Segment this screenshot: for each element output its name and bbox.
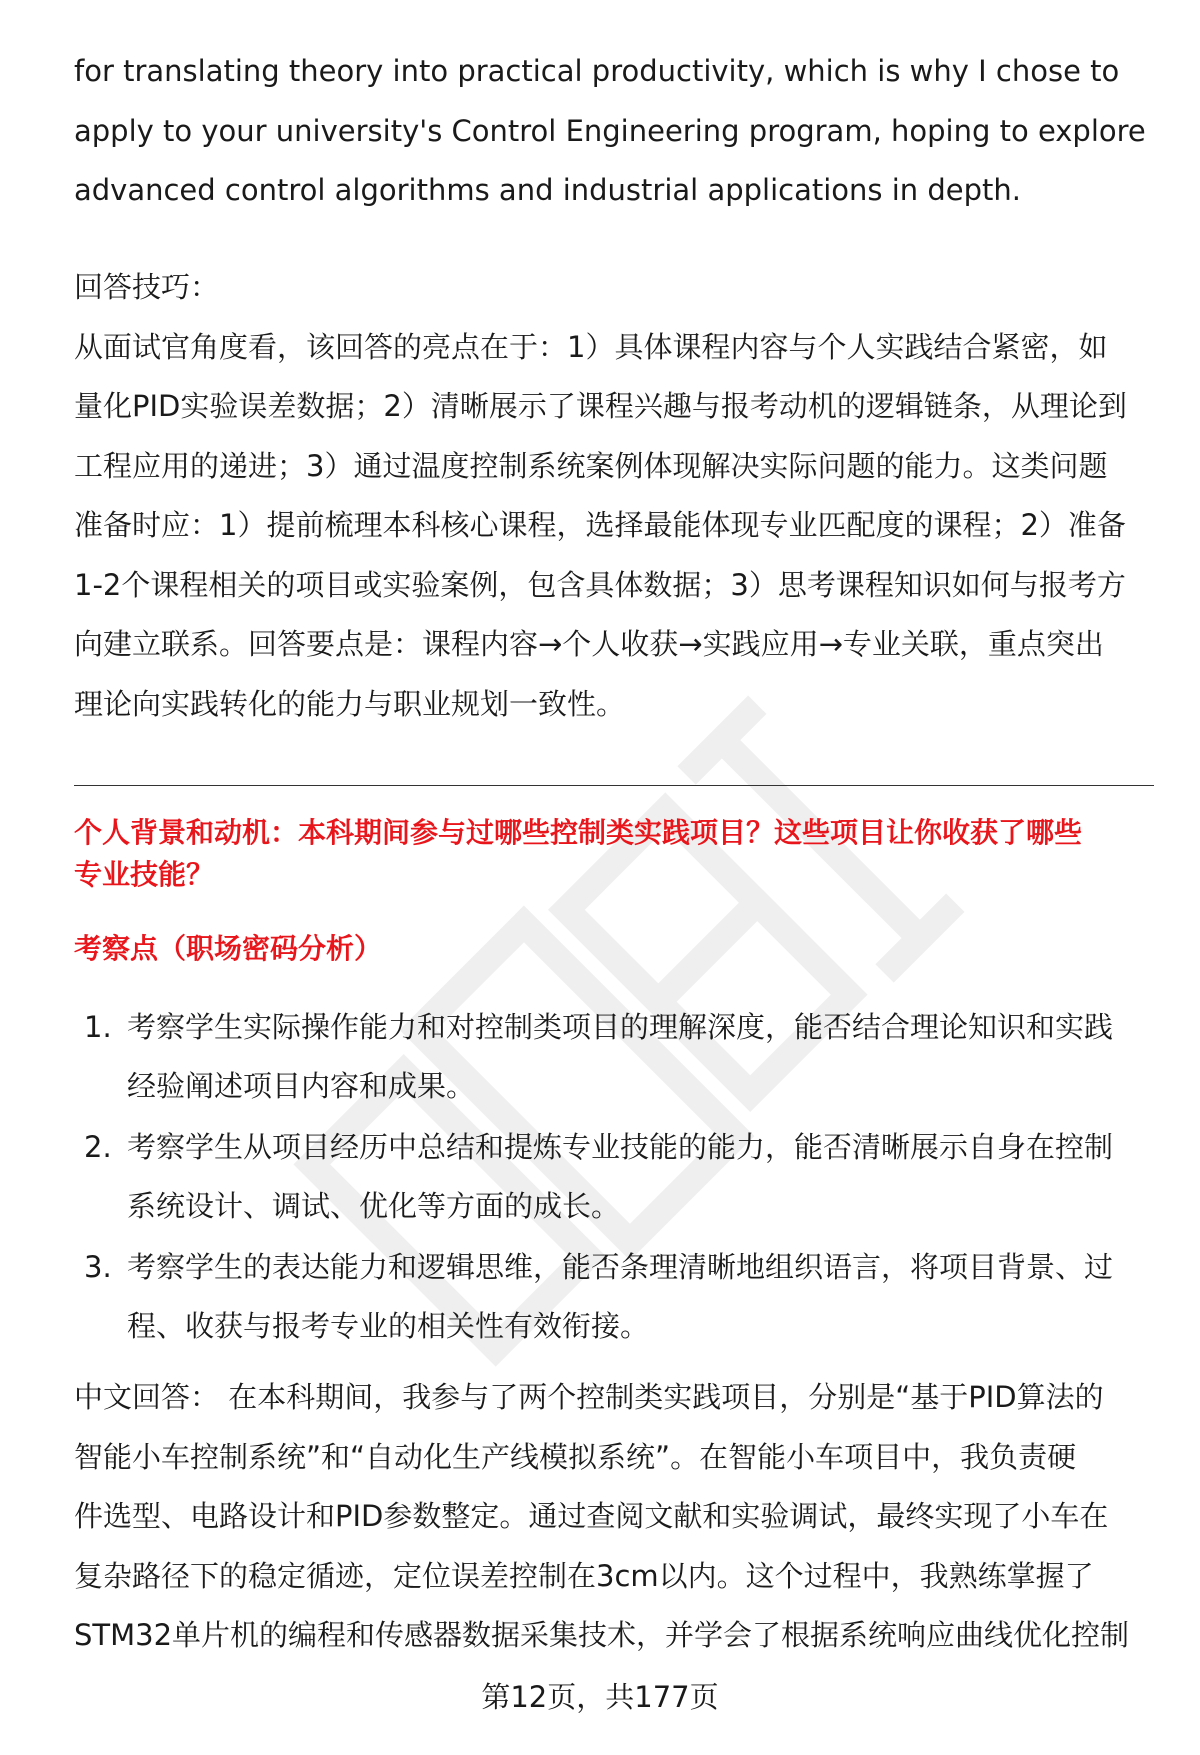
- answer-line: 复杂路径下的稳定循迹，定位误差控制在3cm以内。这个过程中，我熟练掌握了: [74, 1558, 1094, 1593]
- list-item: [74, 998, 1154, 1116]
- tips-line: 准备时应：1）提前梳理本科核心课程，选择最能体现专业匹配度的课程；2）准备: [74, 508, 1126, 542]
- question-title: [74, 812, 1154, 896]
- list-item-line: 考察学生从项目经历中总结和提炼专业技能的能力，能否清晰展示自身在控制: [127, 1130, 1114, 1164]
- list-number: 1.: [84, 1010, 112, 1044]
- list-item: [74, 1118, 1154, 1236]
- tips-line: 1-2个课程相关的项目或实验案例，包含具体数据；3）思考课程知识如何与报考方: [74, 567, 1126, 602]
- intro-line: apply to your university's Control Engineering program, hoping to explore: [74, 113, 1146, 148]
- tips-line: 工程应用的递进；3）通过温度控制系统案例体现解决实际问题的能力。这类问题: [74, 448, 1108, 483]
- answer-line: 智能小车控制系统”和“自动化生产线模拟系统”。在智能小车项目中，我负责硬: [74, 1439, 1077, 1474]
- intro-paragraph: [74, 42, 1154, 221]
- list-item-line: 考察学生实际操作能力和对控制类项目的理解深度，能否结合理论知识和实践: [127, 1010, 1114, 1044]
- focus-heading: 考察点（职场密码分析）: [74, 932, 383, 965]
- list-item-line: 经验阐述项目内容和成果。: [127, 1069, 476, 1103]
- list-item-line: 考察学生的表达能力和逻辑思维，能否条理清晰地组织语言，将项目背景、过: [127, 1250, 1114, 1284]
- list-number: 3.: [84, 1250, 112, 1284]
- tips-paragraph: [74, 258, 1154, 734]
- answer-line: STM32单片机的编程和传感器数据采集技术，并学会了根据系统响应曲线优化控制: [74, 1618, 1130, 1652]
- tips-line: 量化PID实验误差数据；2）清晰展示了课程兴趣与报考动机的逻辑链条，从理论到: [74, 389, 1127, 423]
- question-line: 个人背景和动机：本科期间参与过哪些控制类实践项目？这些项目让你收获了哪些: [74, 816, 1083, 849]
- answer-paragraph: [74, 1368, 1154, 1666]
- tips-heading: 回答技巧：: [74, 270, 220, 304]
- list-item-line: 程、收获与报考专业的相关性有效衔接。: [127, 1309, 650, 1343]
- section-divider: [74, 785, 1154, 786]
- page-number: 第12页，共177页: [481, 1680, 719, 1714]
- intro-line: for translating theory into practical productivity, which is why I chose to: [74, 54, 1120, 88]
- list-item-line: 系统设计、调试、优化等方面的成长。: [127, 1189, 621, 1223]
- answer-line: 中文回答： 在本科期间，我参与了两个控制类实践项目，分别是“基于PID算法的: [74, 1380, 1104, 1414]
- focus-list: [74, 998, 1154, 1358]
- tips-line: 从面试官角度看，该回答的亮点在于：1）具体课程内容与个人实践结合紧密，如: [74, 329, 1108, 364]
- list-number: 2.: [84, 1130, 112, 1164]
- tips-line: 向建立联系。回答要点是：课程内容→个人收获→实践应用→专业关联，重点突出: [74, 627, 1104, 661]
- list-item: [74, 1238, 1154, 1356]
- answer-line: 件选型、电路设计和PID参数整定。通过查阅文献和实验调试，最终实现了小车在: [74, 1499, 1109, 1533]
- question-line: 专业技能？: [74, 858, 215, 891]
- tips-line: 理论向实践转化的能力与职业规划一致性。: [74, 686, 626, 721]
- intro-line: advanced control algorithms and industrial applications in depth.: [74, 173, 1022, 207]
